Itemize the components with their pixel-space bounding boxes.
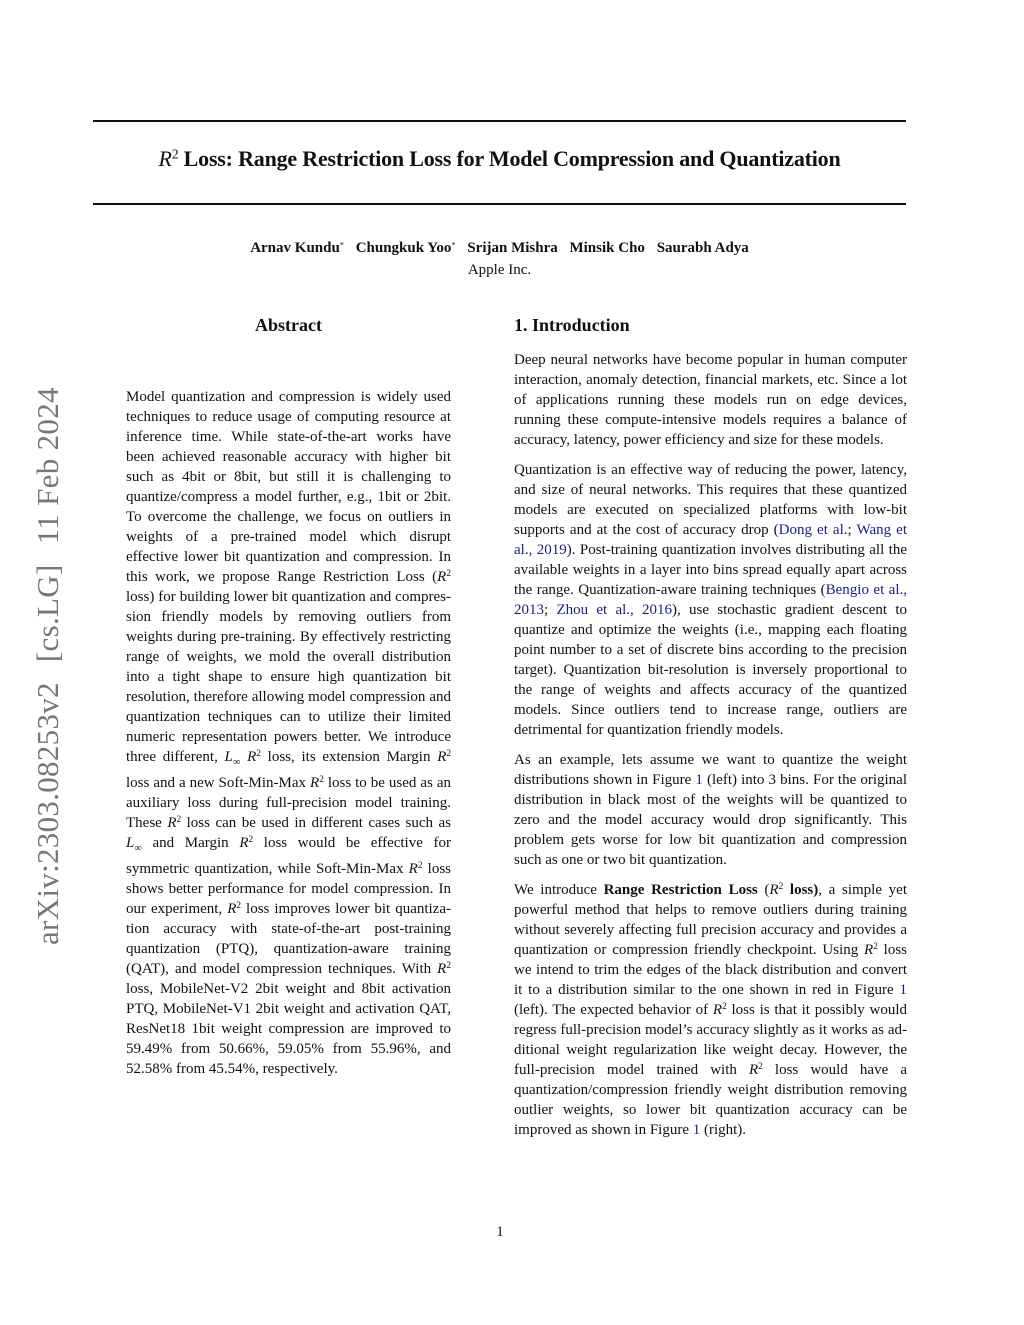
affiliation: Apple Inc.	[467, 262, 532, 278]
author: Srijan Mishra	[467, 240, 558, 256]
author: Arnav Kundu*	[250, 240, 344, 256]
citation-link[interactable]: Bengio et al., 2013	[514, 582, 907, 618]
introduction-body	[514, 350, 907, 1150]
title-bottom-rule	[93, 203, 906, 205]
author: Minsik Cho	[569, 240, 645, 256]
abstract-paragraph: Model quantization and compression is widely used techniques to reduce usage of computing resource at inference time. While state-of-the-art works have been achieved reasonable accuracy with higher bit such as 4bit or 8bit, but still it is challenging to quantize/compress a model further, e.g., 1bit or 2bit. To overcome the challenge, we focus on outliers in weights of a pre-trained model which disrupt effective lower bit quantization and compression. In this work, we propose Range Restriction Loss ($R^2$ loss) for building lower bit quantization and compression friendly models by removing outliers from weights during pre-training. By effectively restricting range of weights, we mold the overall distribution into a tight shape to ensure high quantization bit resolution, therefore allowing model compression and quantization techniques can to utilize their limited numeric representation powers better. We introduce three different, $L_\infty$ $R^2$ loss, its extension Margin $R^2$ loss and a new Soft-Min-Max $R^2$ loss to be used as an auxiliary loss during full-precision model training. These $R^2$ loss can be used in different cases such as $L_\infty$ and Margin $R^2$ loss would be effective for symmetric quantization, while Soft-Min-Max $R^2$ loss shows better performance for model compression. In our experiment, $R^2$ loss improves lower bit quantization accuracy with state-of-the-art post-training quantization (PTQ), quantization-aware training (QAT), and model compression techniques. With $R^2$ loss, MobileNet-V2 2bit weight and 8bit activation PTQ, MobileNet-V1 2bit weight and activation QAT, ResNet18 1bit weight compression are improved to 59.49% from 50.66%, 59.05% from 55.96%, and 52.58% from 45.54%, respectively.	[126, 389, 452, 1077]
arxiv-id: arXiv:2303.08253v2	[30, 682, 65, 945]
intro-paragraph-3: As an example, lets assume we want to quantize the weight distributions shown in Figure 1 (left) into 3 bins. For the original distribution in black most of the weights will be quantized to zero and the model accuracy would drop significantly. This problem gets worse for low bit quantization and compression such as one or two bit quantization.	[514, 752, 907, 868]
figure-reference-link[interactable]: 1	[692, 1122, 701, 1138]
abstract-heading: Abstract	[255, 315, 322, 335]
arxiv-category: [cs.LG]	[30, 564, 65, 663]
intro-paragraph-1: Deep neural networks have become popular in human computer interaction, anomaly detection, financial markets, etc. Since a lot of applications running these models run on edge devices, running these compute-intensive models requires a balance of accuracy, latency, power efficiency and size for these models.	[514, 352, 907, 448]
figure-reference-link[interactable]: 1	[695, 772, 703, 788]
abstract-body	[126, 387, 451, 1079]
author: Saurabh Adya	[656, 240, 749, 256]
introduction-heading: 1. Introduction	[514, 315, 630, 335]
page-number: 1	[496, 1224, 504, 1240]
author: Chungkuk Yoo*	[355, 240, 456, 256]
arxiv-date: 11 Feb 2024	[30, 387, 65, 545]
author-list	[93, 240, 906, 257]
citation-link[interactable]: Zhou et al., 2016	[556, 602, 673, 618]
title-math-r: $R^2$	[158, 146, 179, 171]
title-top-rule	[93, 120, 906, 122]
arxiv-stamp	[30, 375, 66, 945]
paper-title: $R^2$ Loss: Range Restriction Loss for Model Compression and Quantization	[158, 146, 841, 171]
intro-paragraph-4: We introduce Range Restriction Loss ($R^2$ loss), a simple yet powerful method that helps to remove outliers during training without severely affecting full precision accuracy and provides a quantization or compression friendly checkpoint. Using $R^2$ loss we intend to trim the edges of the black distribution and convert it to a distribution similar to the one shown in red in Figure 1 (left). The expected behavior of $R^2$ loss is that it possibly would regress full-precision model’s accuracy slightly as it works as additional weight regularization like weight decay. However, the full-precision model trained with $R^2$ loss would have a quantization/compression friendly weight distribution removing outlier weights, so lower bit quantization accuracy can be improved as shown in Figure 1 (right).	[514, 881, 908, 1138]
citation-link[interactable]: Dong et al.	[778, 522, 848, 538]
figure-reference-link[interactable]: 1	[899, 982, 907, 998]
citation-link[interactable]: Wang et al., 2019	[514, 522, 907, 558]
intro-paragraph-2: Quantization is an effective way of reducing the power, latency, and size of neural networks. This requires that these quantized models are executed on specialized platforms with low-bit supports and at the cost of accuracy drop (Dong et al.; Wang et al., 2019). Post-training quantization involves distributing all the available weights in a layer into bins spread equally apart across the range. Quantization-aware training techniques (Bengio et al., 2013; Zhou et al., 2016), use stochastic gradient descent to quantize and optimize the weights (i.e., mapping each floating point number to a set of discrete bins according to the precision target). Quantization bit-resolution is inversely proportional to the range of weights and affects accuracy of the quantized models. Since outliers tend to increase range, outliers are detrimental for quantization friendly models.	[514, 462, 907, 738]
